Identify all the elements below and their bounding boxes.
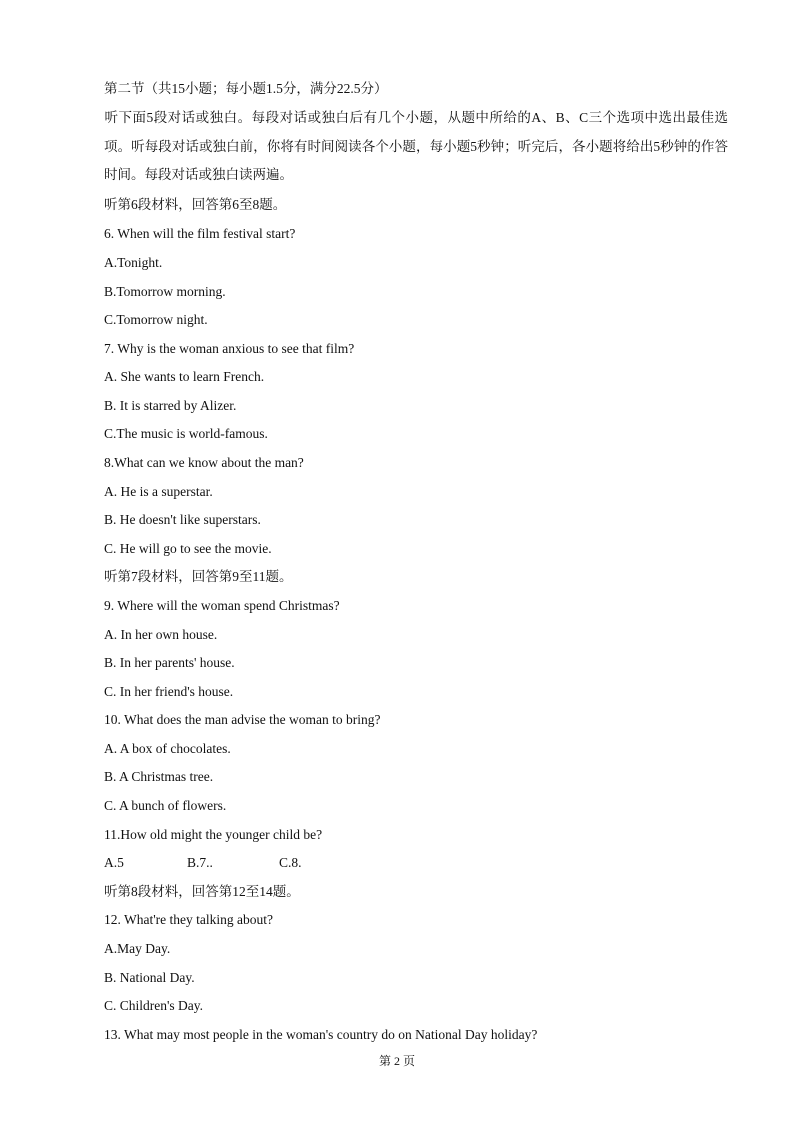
- question-7-option-a: A. She wants to learn French.: [104, 369, 265, 384]
- question-10-option-b: B. A Christmas tree.: [104, 769, 214, 784]
- question-10-option-c: C. A bunch of flowers.: [104, 798, 227, 813]
- question-6-option-c: C.Tomorrow night.: [104, 312, 208, 327]
- question-12-option-c: C. Children's Day.: [104, 998, 204, 1013]
- page-number: 第 2 页: [378, 1054, 415, 1068]
- question-9-option-a: A. In her own house.: [104, 627, 218, 642]
- question-11-option-c: C.8.: [279, 855, 302, 870]
- question-9-option-c: C. In her friend's house.: [104, 684, 234, 699]
- question-12: 12. What're they talking about?: [104, 912, 274, 927]
- question-8-option-a: A. He is a superstar.: [104, 484, 213, 499]
- instructions-paragraph: [104, 104, 728, 190]
- section-header: 第二节（共15小题；每小题1.5分，满分22.5分）: [104, 81, 388, 96]
- question-9: 9. Where will the woman spend Christmas?: [104, 598, 340, 613]
- question-11-options: [104, 854, 302, 872]
- question-7-option-b: B. It is starred by Alizer.: [104, 398, 237, 413]
- question-11-option-a: A.5: [104, 855, 124, 870]
- question-8-option-b: B. He doesn't like superstars.: [104, 512, 261, 527]
- question-9-option-b: B. In her parents' house.: [104, 655, 235, 670]
- question-12-option-a: A.May Day.: [104, 941, 171, 956]
- question-8: 8.What can we know about the man?: [104, 455, 304, 470]
- question-7-option-c: C.The music is world-famous.: [104, 426, 268, 441]
- question-7: 7. Why is the woman anxious to see that film?: [104, 341, 355, 356]
- instructions-text: 听下面5段对话或独白。每段对话或独白后有几个小题，从题中所给的A、B、C三个选项中选出最佳选项。听每段对话或独白前，你将有时间阅读各个小题，每小题5秒钟；听完后，各小题将给出5秒钟的作答时间。每段对话或独白读两遍。: [104, 110, 728, 182]
- material-8-heading: 听第8段材料，回答第12至14题。: [104, 884, 300, 899]
- question-11: 11.How old might the younger child be?: [104, 827, 323, 842]
- question-8-option-c: C. He will go to see the movie.: [104, 541, 272, 556]
- question-10-option-a: A. A box of chocolates.: [104, 741, 231, 756]
- question-6: 6. When will the film festival start?: [104, 226, 296, 241]
- question-6-option-a: A.Tonight.: [104, 255, 163, 270]
- question-11-option-b: B.7..: [187, 855, 213, 870]
- material-7-heading: 听第7段材料，回答第9至11题。: [104, 569, 293, 584]
- question-10: 10. What does the man advise the woman to bring?: [104, 712, 381, 727]
- question-13: 13. What may most people in the woman's country do on National Day holiday?: [104, 1027, 538, 1042]
- question-6-option-b: B.Tomorrow morning.: [104, 284, 226, 299]
- material-6-heading: 听第6段材料，回答第6至8题。: [104, 197, 287, 212]
- question-12-option-b: B. National Day.: [104, 970, 195, 985]
